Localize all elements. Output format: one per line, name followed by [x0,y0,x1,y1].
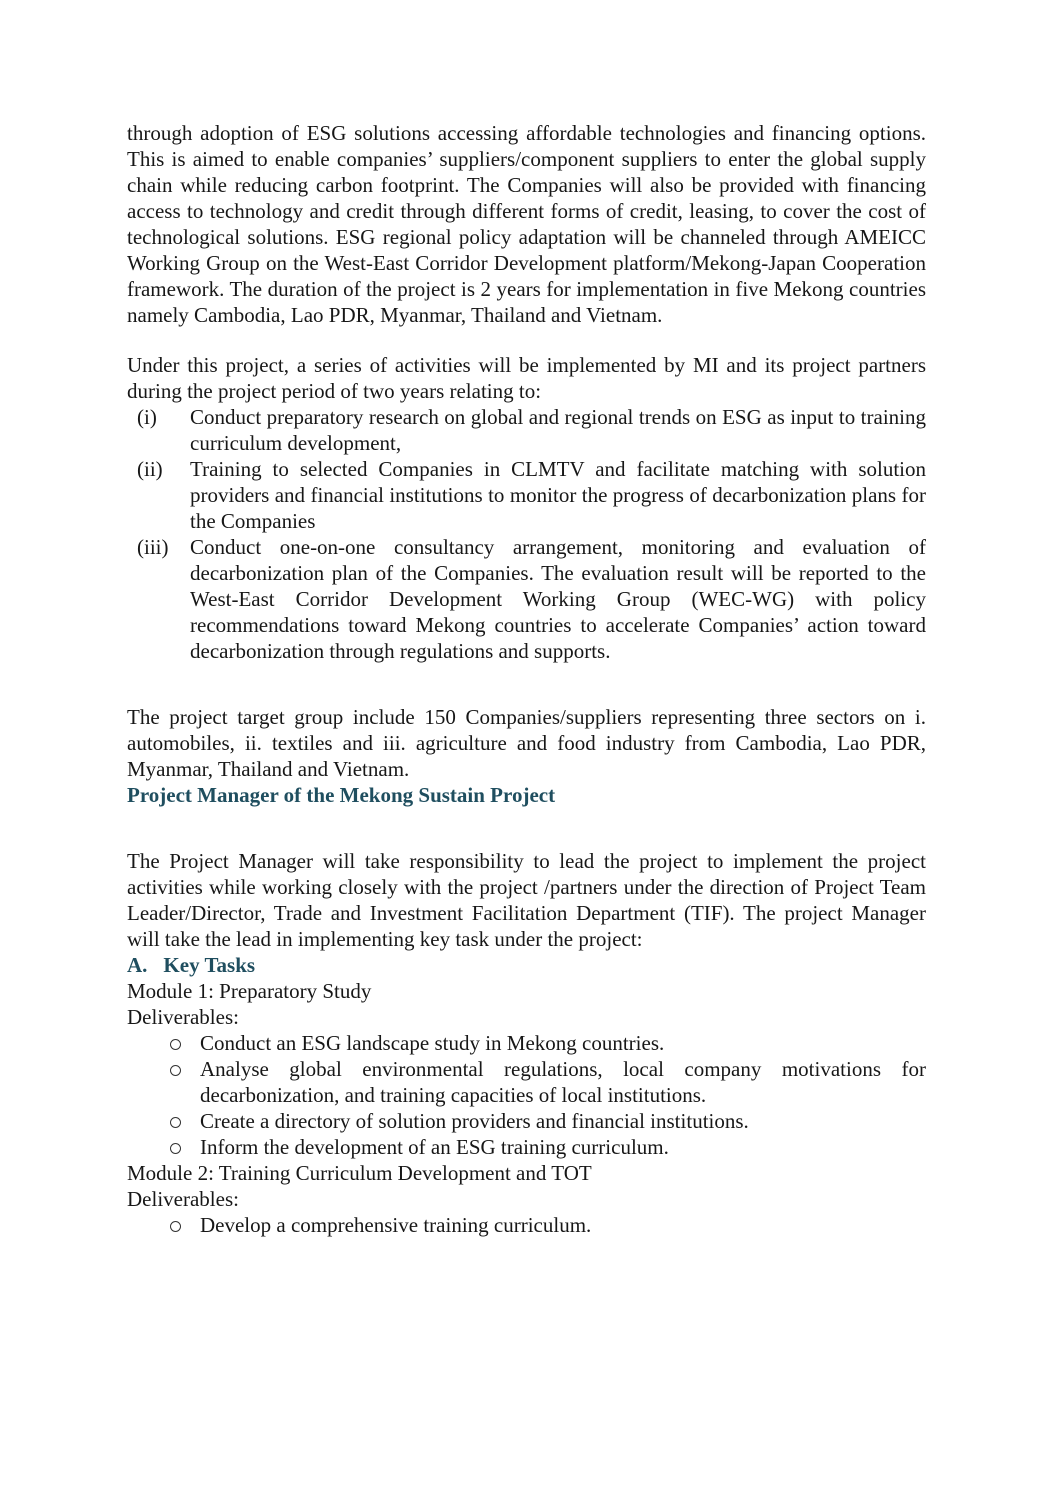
list-item-text: Create a directory of solution providers and financial institutions. [200,1109,749,1133]
list-item-text: Conduct one-on-one consultancy arrangement, monitoring and evaluation of decarbonization plan of the Companies. The evaluation result will be reported to the West-East Corridor Development Working Group (WEC-WG) with policy recommendations toward Mekong countries to accelerate Companies’ action toward decarbonization through regulations and supports. [190,535,926,663]
module-1-block [127,978,926,1160]
paragraph-activities-intro: Under this project, a series of activities will be implemented by MI and its project partners during the project period of two years relating to: [127,353,926,403]
list-item [127,1108,926,1134]
list-item [127,534,926,664]
list-item [127,1134,926,1160]
list-item-text: Conduct an ESG landscape study in Mekong countries. [200,1031,665,1055]
section-heading-key-tasks [127,952,926,978]
list-item [127,1030,926,1056]
key-tasks-title: Key Tasks [163,953,256,977]
list-item-number: (ii) [137,457,163,481]
list-item-text: Analyse global environmental regulations, local company motivations for decarbonization, and training capacities of local institutions. [200,1057,926,1107]
paragraph-esg-intro: through adoption of ESG solutions accessing affordable technologies and financing options. This is aimed to enable companies’ suppliers/component suppliers to enter the global supply chain while reducing carbon footprint. The Companies will also be provided with financing access to technology and credit through different forms of credit, leasing, to cover the cost of technological solutions. ESG regional policy adaptation will be channeled through AMEICC Working Group on the West-East Corridor Development platform/Mekong-Japan Cooperation framework. The duration of the project is 2 years for implementation in five Mekong countries namely Cambodia, Lao PDR, Myanmar, Thailand and Vietnam. [127,121,926,327]
module-1-deliverables-list [127,1030,926,1160]
list-item [127,404,926,456]
activities-roman-list [127,404,926,664]
section-heading-project-manager: Project Manager of the Mekong Sustain Project [127,783,556,807]
bullet-gutter [127,1212,200,1238]
bullet-gutter [127,1030,200,1056]
list-item-text: Conduct preparatory research on global and regional trends on ESG as input to training curriculum development, [190,405,926,455]
paragraph-target-group: The project target group include 150 Companies/suppliers representing three sectors on i. automobiles, ii. textiles and iii. agriculture and food industry from Cambodia, Lao PDR, Myanmar, Thailand and Vietnam. [127,705,926,781]
module-2-block [127,1160,926,1238]
bullet-gutter [127,1056,200,1082]
circle-bullet-icon [170,1039,181,1050]
module-2-deliverables-label: Deliverables: [127,1187,239,1211]
list-item-text: Training to selected Companies in CLMTV and facilitate matching with solution providers and financial institutions to monitor the progress of decarbonization plans for the Companies [190,457,926,533]
circle-bullet-icon [170,1143,181,1154]
list-item-text: Inform the development of an ESG training curriculum. [200,1135,669,1159]
module-1-title: Module 1: Preparatory Study [127,979,372,1003]
paragraph-project-manager-role: The Project Manager will take responsibility to lead the project to implement the project activities while working closely with the project /partners under the direction of Project Team Leader/Director, Trade and Investment Facilitation Department (TIF). The project Manager will take the lead in implementing key task under the project: [127,849,926,951]
list-item [127,1056,926,1108]
list-item-number: (iii) [137,535,169,559]
list-item-text: Develop a comprehensive training curriculum. [200,1213,592,1237]
key-tasks-letter: A. [127,953,148,977]
module-2-title: Module 2: Training Curriculum Development and TOT [127,1161,592,1185]
circle-bullet-icon [170,1065,181,1076]
circle-bullet-icon [170,1221,181,1232]
list-item [127,456,926,534]
module-1-deliverables-label: Deliverables: [127,1005,239,1029]
list-item-number: (i) [137,405,157,429]
circle-bullet-icon [170,1117,181,1128]
bullet-gutter [127,1134,200,1160]
list-item [127,1212,926,1238]
module-2-deliverables-list [127,1212,926,1238]
bullet-gutter [127,1108,200,1134]
